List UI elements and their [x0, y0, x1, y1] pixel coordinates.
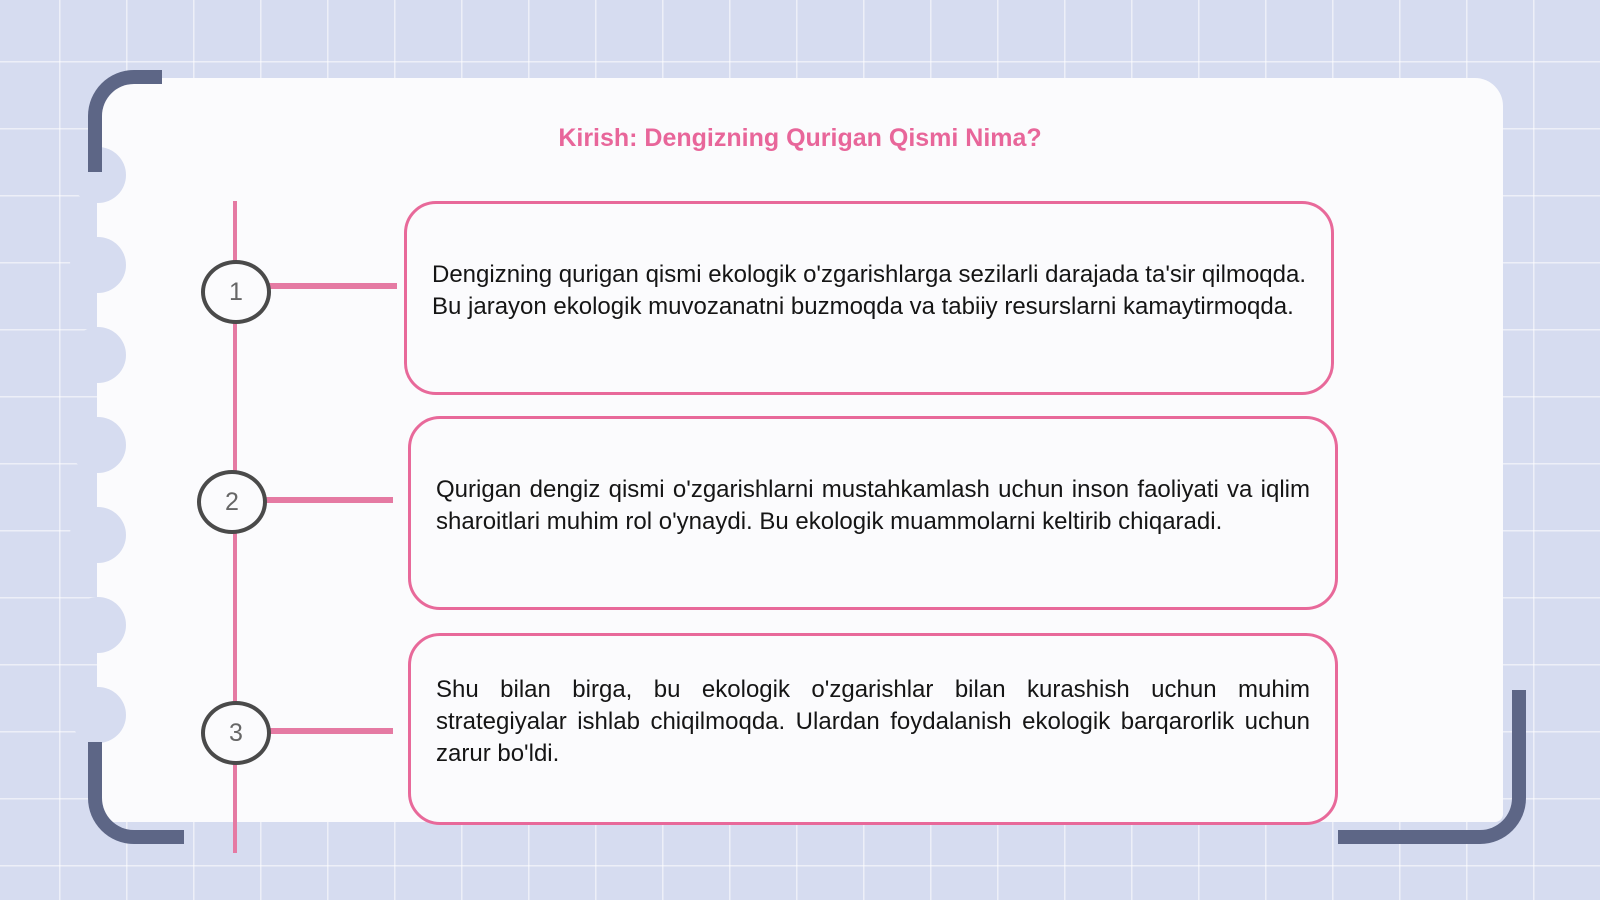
step-number-3: 3	[201, 701, 271, 765]
frame-corner-bottom-right	[1338, 690, 1526, 844]
frame-corner-top-left	[88, 70, 162, 172]
page-title: Kirish: Dengizning Qurigan Qismi Nima?	[558, 124, 1042, 152]
paper-notch	[70, 507, 126, 563]
step-connector-1	[266, 283, 397, 289]
frame-corner-bottom-left	[88, 742, 184, 844]
step-card-2	[408, 416, 1338, 610]
step-card-1	[404, 201, 1334, 395]
paper-notch	[70, 417, 126, 473]
step-connector-3	[266, 728, 393, 734]
step-number-2: 2	[197, 470, 267, 534]
step-text-1: Dengizning qurigan qismi ekologik o'zgarishlarga sezilarli darajada ta'sir qilmoqda. Bu jarayon ekologik muvozanatni buzmoqda va tabiiy resurslarni kamaytirmoqda.	[432, 261, 1306, 320]
paper-notch	[70, 687, 126, 743]
step-text-2: Qurigan dengiz qismi o'zgarishlarni mustahkamlash uchun inson faoliyati va iqlim sharoitlari muhim rol o'ynaydi. Bu ekologik muammolarni keltirib chiqaradi.	[436, 476, 1310, 535]
step-text-3: Shu bilan birga, bu ekologik o'zgarishlar bilan kurashish uchun muhim strategiyalar ishlab chiqilmoqda. Ulardan foydalanish ekologik barqarorlik uchun zarur bo'ldi.	[436, 676, 1310, 767]
paper-notch	[70, 327, 126, 383]
step-card-3	[408, 633, 1338, 825]
step-number-1: 1	[201, 260, 271, 324]
paper-notch	[70, 597, 126, 653]
step-connector-2	[262, 497, 393, 503]
paper-notch	[70, 237, 126, 293]
